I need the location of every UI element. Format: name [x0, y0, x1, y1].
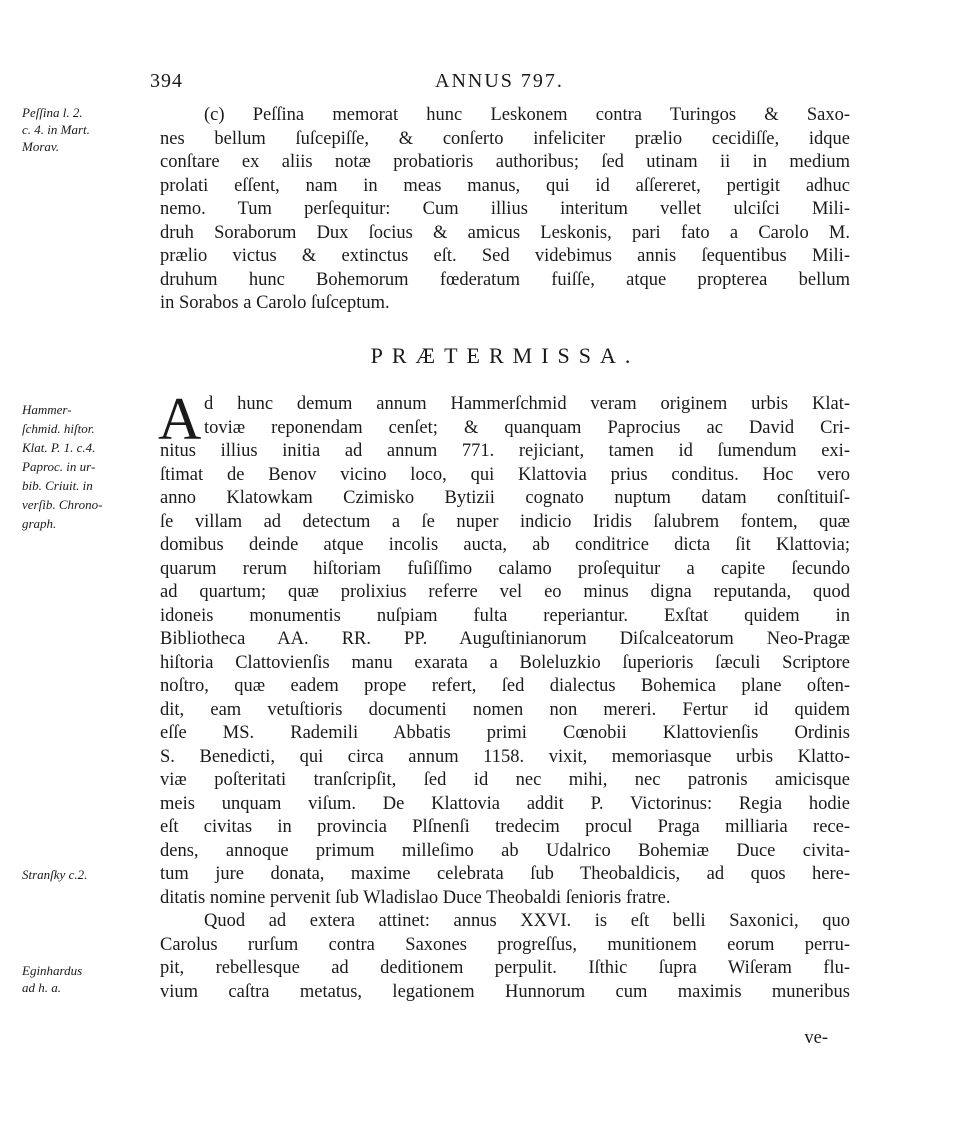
margin-note-line: bib. Criuit. in	[22, 478, 93, 493]
text-line: viæ poſteritati tranſcripſit, ſed id nec mihi, nec patronis amicisque	[160, 770, 850, 790]
text-line: prælio victus & extinctus eſt. Sed videbimus annis ſequentibus Mili-	[160, 246, 850, 266]
margin-note-line: graph.	[22, 516, 57, 531]
margin-note-pessina	[22, 104, 162, 155]
text-line: conſtare ex aliis notæ probatioris authoribus; ſed utinam ii in medium	[160, 152, 850, 172]
text-line: nes bellum ſuſcepiſſe, & conſerto infeliciter prælio cecidiſſe, idque	[160, 128, 850, 149]
margin-note-stransky	[22, 866, 162, 883]
text-line: domibus deinde atque incolis aucta, ab conditrice dicta ſit Klattovia;	[160, 535, 850, 555]
text-line: ad quartum; quæ prolixius referre vel eo minus digna reputanda, quod	[160, 582, 850, 602]
margin-note-eginhardus	[22, 962, 162, 996]
margin-note-hammerschmid	[22, 400, 162, 533]
text-line: eſt civitas in provincia Plſnenſi tredecim procul Praga milliaria rece-	[160, 817, 850, 837]
text-line: dens, annoque primum milleſimo ab Udalrico Bohemiæ Duce civita-	[160, 840, 850, 861]
text-line: druhum hunc Bohemorum fœderatum fuiſſe, atque propterea bellum	[160, 269, 850, 290]
text-line: nemo. Tum perſequitur: Cum illius interitum vellet ulciſci Mili-	[160, 199, 850, 219]
margin-note-line: Stranſky c.2.	[22, 867, 88, 882]
text-line: dit, eam vetuſtioris documenti nomen non mereri. Fertur id quidem	[160, 699, 850, 720]
text-line: in Sorabos a Carolo ſuſceptum.	[160, 293, 390, 313]
text-line: ſtimat de Benov vicino loco, qui Klattovia prius conditus. Hoc vero	[160, 464, 850, 485]
page-number: 394	[150, 70, 183, 92]
text-line: Bibliotheca AA. RR. PP. Auguſtinianorum Diſcalceatorum Neo-Pragæ	[160, 629, 850, 649]
running-head	[150, 70, 850, 100]
text-line: (c) Peſſina memorat hunc Leskonem contra Turingos & Saxo-	[204, 105, 850, 125]
margin-note-line: Paproc. in ur-	[22, 459, 96, 474]
text-line: Quod ad extera attinet: annus XXVI. is eſt belli Saxonici, quo	[204, 911, 850, 931]
margin-note-line: Eginhardus	[22, 963, 83, 978]
text-line: vium caſtra metatus, legationem Hunnorum cum maximis muneribus	[160, 981, 850, 1002]
text-line: pit, rebellesque ad deditionem perpulit. Iſthic ſupra Wiſeram flu-	[160, 958, 850, 978]
text-line: nitus illius initia ad annum 771. rejiciant, tamen id ſumendum exi-	[160, 441, 850, 461]
text-line: meis unquam viſum. De Klattovia addit P. Victorinus: Regia hodie	[160, 793, 850, 814]
praetermissa-paragraph	[160, 440, 850, 910]
text-line: toviæ reponendam cenſet; & quanquam Paprocius ac David Cri-	[204, 417, 850, 438]
margin-note-line: ad h. a.	[22, 980, 61, 995]
margin-note-line: verſib. Chrono-	[22, 497, 103, 512]
text-line: quarum rerum hiſtoriam fuſiſſimo calamo proſequitur a capite ſecundo	[160, 558, 850, 579]
text-line: S. Benedicti, qui circa annum 1158. vixit, memoriasque urbis Klatto-	[160, 746, 850, 767]
catchword: ve-	[804, 1028, 828, 1048]
text-line: Carolus rurſum contra Saxones progreſſus, munitionem eorum perru-	[160, 934, 850, 955]
drop-cap: A	[158, 386, 202, 452]
margin-note-line: Klat. P. 1. c.4.	[22, 440, 96, 455]
running-title: ANNUS 797.	[435, 70, 564, 92]
margin-note-line: ſchmid. hiſtor.	[22, 421, 95, 436]
margin-note-line: Morav.	[22, 139, 59, 154]
text-line: hiſtoria Clattovienſis manu exarata a Boleluzkio ſuperioris ſæculi Scriptore	[160, 652, 850, 673]
extera-paragraph	[160, 910, 850, 1004]
text-line: druh Soraborum Dux ſocius & amicus Leskonis, pari fato a Carolo M.	[160, 222, 850, 243]
text-line: noſtro, quæ eadem prope refert, ſed dialectus Bohemica plane oſten-	[160, 676, 850, 696]
section-heading: PRÆTERMISSA.	[370, 343, 640, 368]
text-line: eſſe MS. Rademili Abbatis primi Cœnobii Klattovienſis Ordinis	[160, 723, 850, 743]
margin-note-line: Hammer-	[22, 402, 72, 417]
text-line: ditatis nomine pervenit ſub Wladislao Duce Theobaldi ſenioris fratre.	[160, 887, 671, 908]
paragraph-opening	[204, 393, 850, 440]
text-line: prolati eſſent, nam in meas manus, qui id aſſereret, pertigit adhuc	[160, 175, 850, 196]
text-line: idoneis monumentis nuſpiam fulta reperiantur. Exſtat quidem in	[160, 605, 850, 626]
margin-note-line: c. 4. in Mart.	[22, 122, 90, 137]
footnote-paragraph	[160, 104, 850, 316]
text-line: tum jure donata, maxime celebrata ſub Theobaldicis, ad quos here-	[160, 864, 850, 884]
text-line: d hunc demum annum Hammerſchmid veram originem urbis Klat-	[204, 394, 850, 414]
margin-note-line: Peſſina l. 2.	[22, 105, 83, 120]
text-line: anno Klatowkam Czimisko Bytizii cognato nuptum datam conſtituiſ-	[160, 488, 850, 508]
text-line: ſe villam ad detectum a ſe nuper indicio Iridis ſalubrem fontem, quæ	[160, 511, 850, 532]
